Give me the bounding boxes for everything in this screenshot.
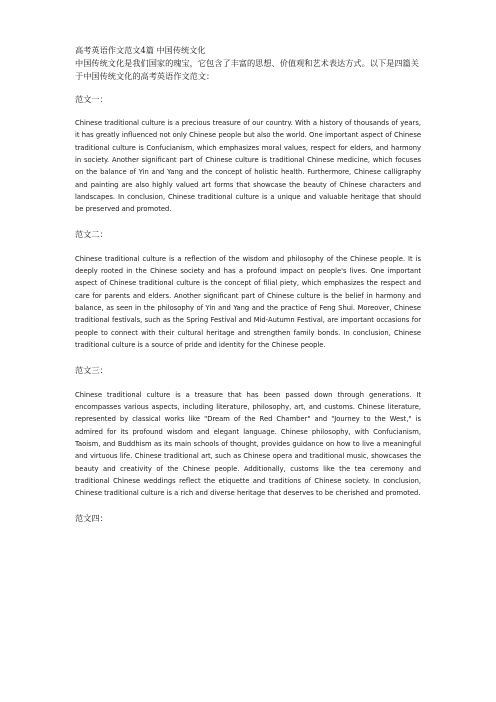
document-title: 高考英语作文范文4篇 中国传统文化 — [75, 45, 206, 55]
essay-1-heading: 范文一： — [75, 94, 108, 104]
document-page — [75, 44, 421, 524]
essay-1-body: Chinese traditional culture is a precious treasure of our country. With a history of thousands of years, it has greatly influenced not only Chinese people but also the world. One important aspect of Chinese traditional culture is Confucianism, which emphasizes moral values, respect for elders, and harmony in society. Another significant part of Chinese culture is traditional Chinese medicine, which focuses on the balance of Yin and Yang and the concept of holistic health. Furthermore, Chinese calligraphy and painting are also highly valued art forms that showcase the beauty of Chinese characters and landscapes. In conclusion, Chinese traditional culture is a unique and valuable heritage that should be preserved and promoted. — [75, 119, 421, 214]
essay-3-body: Chinese traditional culture is a treasure that has been passed down through generations. It encompasses various aspects, including literature, philosophy, art, and customs. Chinese literature, represented by classical works like "Dream of the Red Chamber" and "Journey to the West," is admired for its profound wisdom and elegant language. Chinese philosophy, with Confucianism, Taoism, and Buddhism as its main schools of thought, provides guidance on how to live a meaningful and virtuous life. Chinese traditional art, such as Chinese opera and traditional music, showcases the beauty and creativity of the Chinese people. Additionally, customs like the tea ceremony and traditional Chinese weddings reflect the etiquette and traditions of Chinese society. In conclusion, Chinese traditional culture is a rich and diverse heritage that deserves to be cherished and promoted. — [75, 390, 421, 498]
document-intro: 中国传统文化是我们国家的瑰宝，它包含了丰富的思想、价值观和艺术表达方式。以下是四篇关于中国传统文化的高考英语作文范文： — [75, 58, 419, 81]
essay-4-heading: 范文四： — [75, 512, 108, 523]
essay-3-heading: 范文三： — [75, 364, 108, 375]
essay-2-heading: 范文二： — [75, 228, 108, 239]
essay-2-body: Chinese traditional culture is a reflection of the wisdom and philosophy of the Chinese people. It is deeply rooted in the Chinese society and has a profound impact on people's lives. One important aspect of Chinese traditional culture is the concept of filial piety, which emphasizes the respect and care for parents and elders. Another significant part of Chinese culture is the belief in harmony and balance, as seen in the philosophy of Yin and Yang and the practice of Feng Shui. Moreover, Chinese traditional festivals, such as the Spring Festival and Mid-Autumn Festival, are important occasions for people to connect with their cultural heritage and strengthen family bonds. In conclusion, Chinese traditional culture is a source of pride and identity for the Chinese people. — [75, 254, 421, 350]
